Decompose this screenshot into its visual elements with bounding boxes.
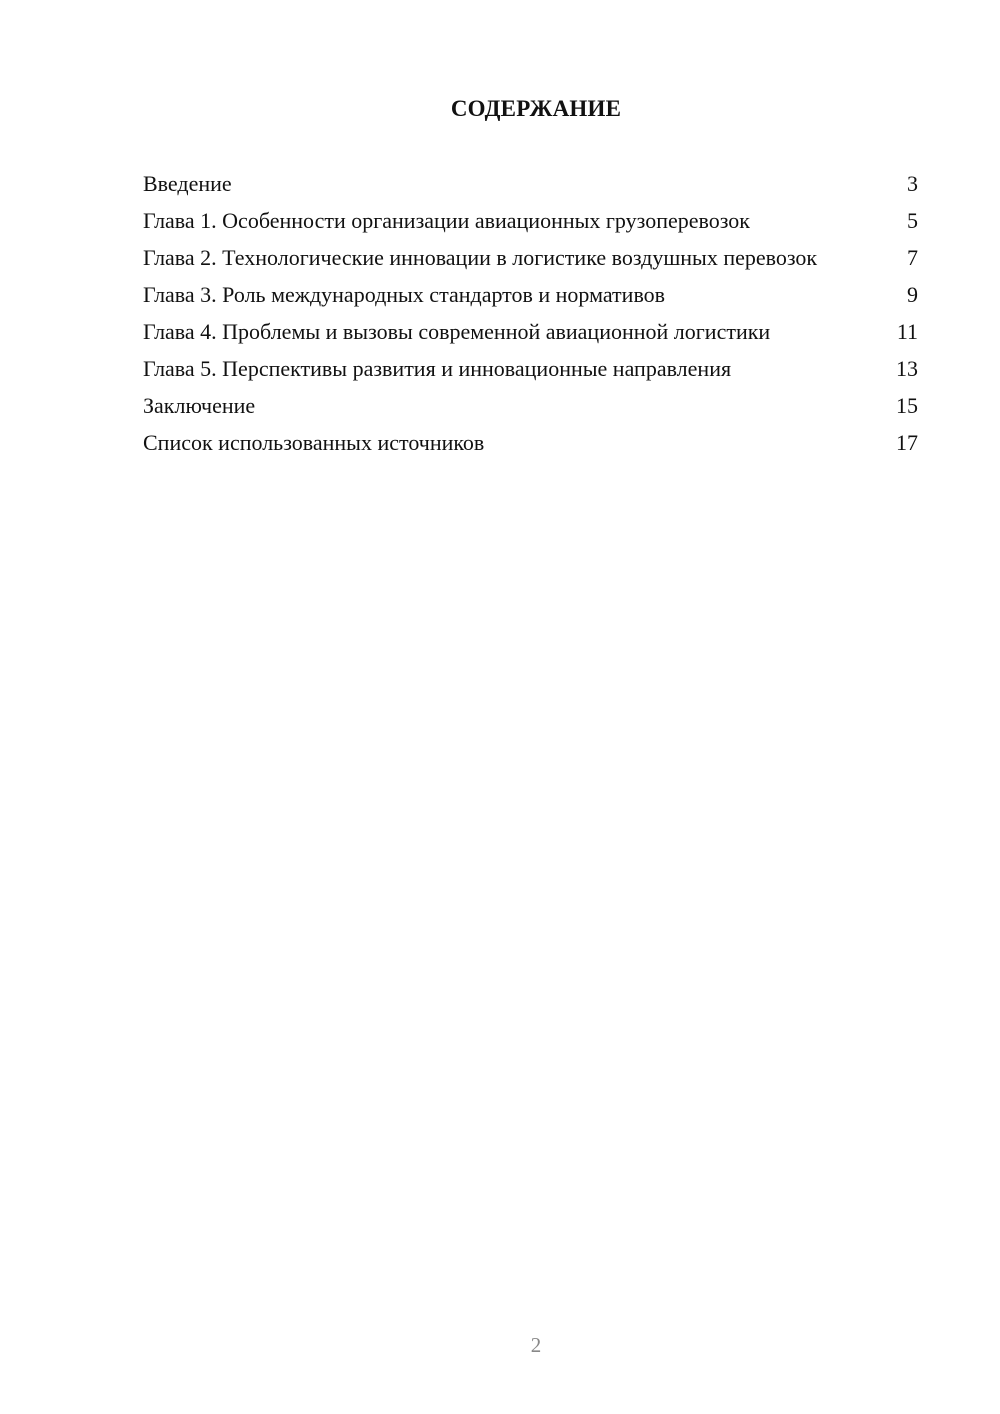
toc-entry-conclusion[interactable] [143, 392, 918, 419]
toc-entry-label: Глава 2. Технологические инновации в логистике воздушных перевозок [143, 245, 818, 270]
toc-entry-label: Список использованных источников [143, 430, 485, 455]
page-title: СОДЕРЖАНИЕ [450, 96, 622, 121]
toc-entry-page: 17 [896, 430, 918, 455]
toc-entry-page: 11 [896, 319, 918, 344]
toc-entry-chapter-2[interactable] [143, 244, 918, 271]
table-of-contents [143, 170, 918, 466]
toc-entry-label: Глава 4. Проблемы и вызовы современной авиационной логистики [143, 319, 771, 344]
toc-entry-label: Глава 3. Роль международных стандартов и нормативов [143, 282, 666, 307]
toc-entry-label: Введение [143, 171, 232, 196]
toc-entry-chapter-4[interactable] [143, 318, 918, 345]
toc-entry-label: Глава 1. Особенности организации авиационных грузоперевозок [143, 208, 750, 233]
toc-entry-page: 9 [907, 282, 918, 307]
toc-entry-chapter-5[interactable] [143, 355, 918, 382]
toc-entry-page: 13 [896, 356, 918, 381]
toc-entry-page: 5 [907, 208, 918, 233]
toc-entry-label: Глава 5. Перспективы развития и инновационные направления [143, 356, 732, 381]
toc-entry-chapter-3[interactable] [143, 281, 918, 308]
toc-entry-page: 3 [907, 171, 918, 196]
page-number: 2 [530, 1333, 542, 1357]
toc-entry-introduction[interactable] [143, 170, 918, 197]
toc-entry-page: 7 [907, 245, 918, 270]
toc-entry-references[interactable] [143, 429, 918, 456]
toc-entry-chapter-1[interactable] [143, 207, 918, 234]
toc-entry-page: 15 [896, 393, 918, 418]
toc-entry-label: Заключение [143, 393, 256, 418]
